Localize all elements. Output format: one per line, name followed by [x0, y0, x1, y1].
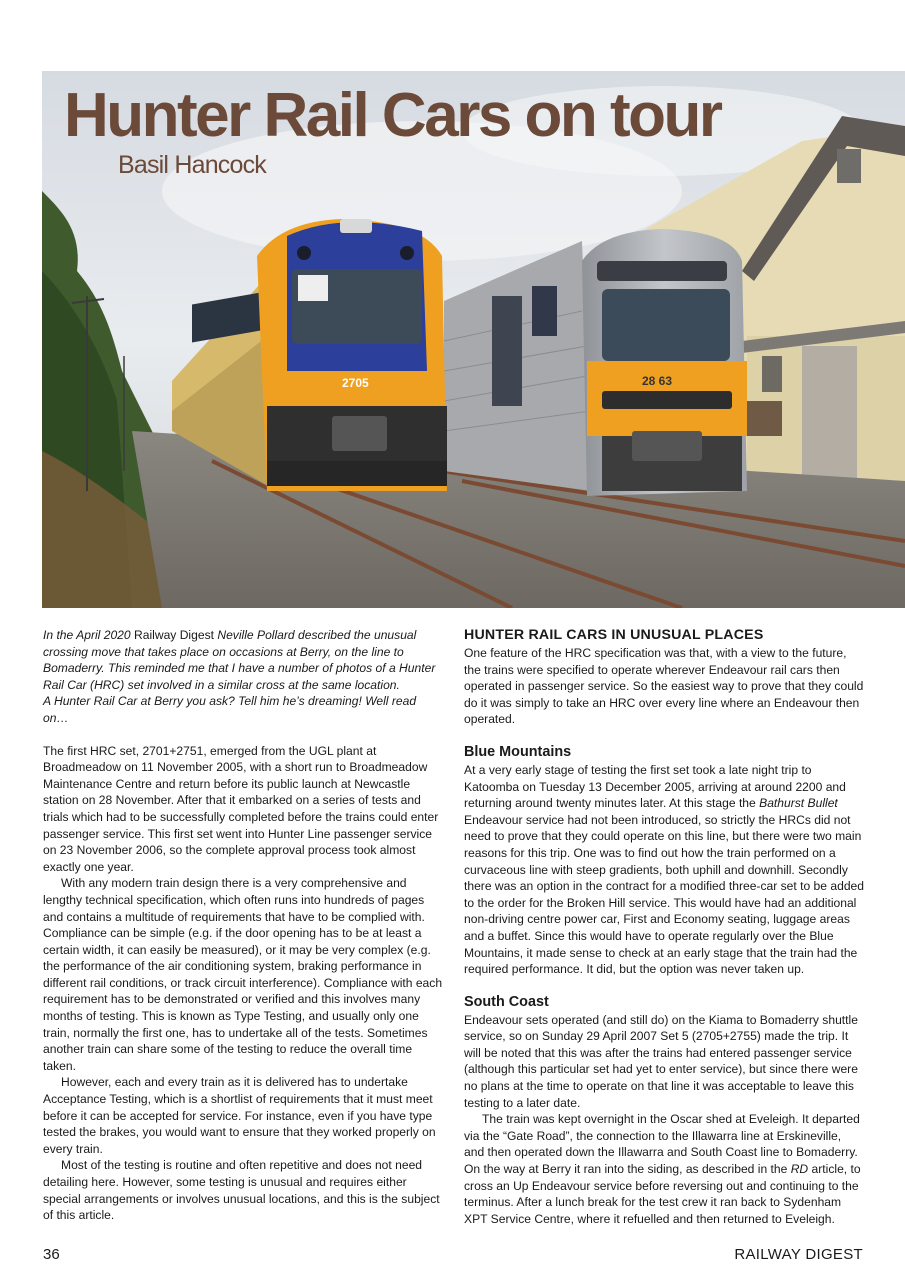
page-number: 36 [43, 1246, 60, 1263]
body-paragraph: The first HRC set, 2701+2751, emerged from the UGL plant at Broadmeadow on 11 November 2005, with a short run to Broadmeadow Maintenance Centre and return before its public launch at Newcastle station on 28 November. After that it embarked on a series of tests and trials which had to be successfully completed before the trains could enter passenger service. This first set went into Hunter Line passenger service on 23 November 2006, so the complete approval process took almost exactly one year. [43, 743, 439, 874]
train-left-number: 2705 [342, 376, 369, 390]
hero-photo [42, 71, 905, 608]
south-coast-paragraph: The train was kept overnight in the Oscar shed at Eveleigh. It departed via the “Gate Road”, the connection to the Illawarra line at Erskineville, and then operated down the Illawarra and South Coast line to Bomaderry. On the way at Berry it ran into the siding, as described in the RD article, to cross an Up Endeavour service before reversing out and continuing to the terminus. After a lunch break for the test crew it ran back to Sydenham XPT Service Centre, where it refuelled and then returned to Eveleigh. [464, 1112, 861, 1226]
article-title: Hunter Rail Cars on tour [64, 81, 721, 150]
left-column [43, 627, 443, 1224]
body-paragraph: Most of the testing is routine and often repetitive and does not need detailing here. However, some testing is unusual and requires either special arrangements or involves unusual locations, and this is the subject of this article. [43, 1158, 440, 1223]
publication-name: Railway Digest [134, 628, 214, 642]
body-paragraph: With any modern train design there is a very comprehensive and lengthy technical specification, which often runs into hundreds of pages and contains a multitude of requirements that have to be complied with. Compliance can be simple (e.g. if the door opening has to be at least a certain width, it can easily be measured), or it may be very complex (e.g. the performance of the air conditioning system, braking performance in different rail conditions, or track circuit interference). Compliance with each requirement has to be demonstrated or verified and this involves many months of testing. This is known as Type Testing, and usually only one train, normally the first one, has to undertake all of the tests. Sometimes another train can share some of the testing to reduce the overall time taken. [43, 876, 443, 1073]
subheading-south-coast: South Coast [464, 993, 549, 1010]
section-heading: HUNTER RAIL CARS IN UNUSUAL PLACES [464, 627, 764, 643]
body-paragraph: However, each and every train as it is delivered has to undertake Acceptance Testing, which is a shortlist of requirements that it must meet before it can be accepted for service. For instance, even if you have type tested the brakes, you would want to ensure that they worked properly on every train. [43, 1075, 436, 1156]
blue-mountains-paragraph: At a very early stage of testing the first set took a late night trip to Katoomba on Tuesday 13 December 2005, arriving at around 2200 and returning around twenty minutes later. At this stage the Bathurst Bullet Endeavour service had not been introduced, so strictly the HRCs did not need to prove that they could operate on this line, but there were two main reasons for this trip. One was to find out how the train performed on a curvaceous line with steep gradients, both uphill and downhill. Secondly there was an option in the contract for a modified three-car set to be added to the order for the Broken Hill service. This would have had an additional non-driving centre power car, First and Economy seating, luggage areas and a buffet. Since this would have to operate regularly over the Blue Mountains, it made sense to check at an early stage that the train had the required performance. It did, but the option was never taken up. [464, 762, 865, 977]
article-author: Basil Hancock [118, 151, 266, 179]
subheading-blue-mountains: Blue Mountains [464, 743, 572, 760]
intro-paragraph: In the April 2020 Railway Digest Neville Pollard described the unusual crossing move that takes place on occasions at Berry, on the line to Bomaderry. This reminded me that I have a number of photos of a Hunter Rail Car (HRC) set involved in a similar cross at the same location. A Hunter Rail Car at Berry you ask? Tell him he’s dreaming! Well read on… [43, 628, 436, 725]
section-intro-paragraph: One feature of the HRC specification was that, with a view to the future, the trains were specified to operate wherever Endeavour rail cars then operated in passenger service. So the easiest way to prove that they could do it was simply to take an HRC over every line where an Endeavour then operated. [464, 646, 864, 727]
south-coast-body [464, 1012, 864, 1228]
train-right-number: 28 63 [642, 374, 673, 388]
right-column [464, 627, 864, 1227]
south-coast-paragraph: Endeavour sets operated (and still do) on the Kiama to Bomaderry shuttle service, so on Sunday 29 April 2007 Set 5 (2705+2755) made the trip. It will be noted that this was after the trains had entered passenger service (although this particular set had yet to enter service), but since there were no plans at the time to operate on that line it was acceptable to leave this testing to a later date. [464, 1012, 858, 1110]
magazine-name: RAILWAY DIGEST [734, 1246, 863, 1263]
